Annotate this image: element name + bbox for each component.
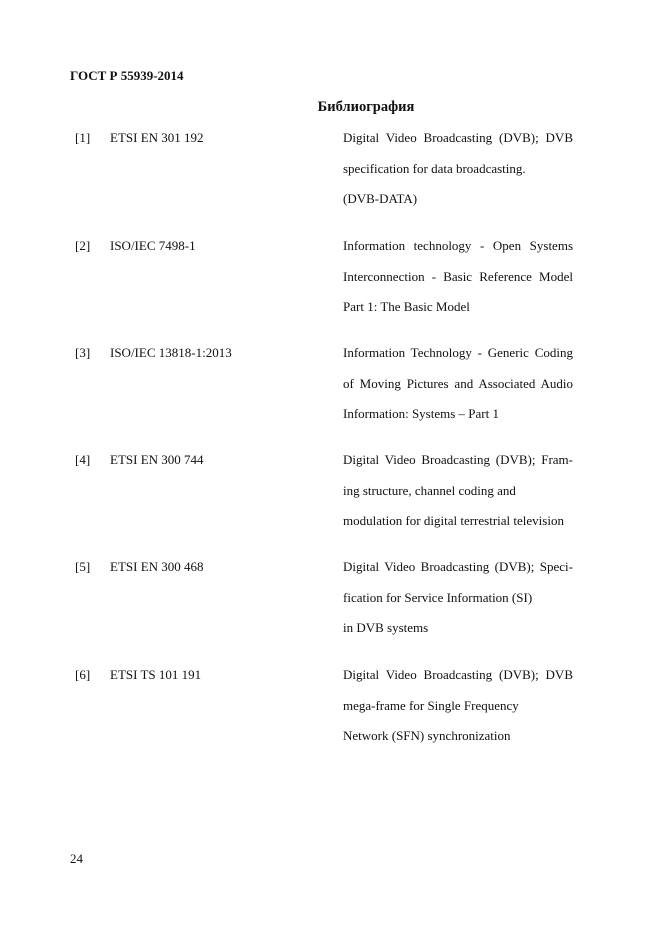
page-number: 24 — [70, 851, 83, 866]
entry-number: [6] — [75, 667, 91, 682]
entry-description-line: in DVB systems — [343, 620, 429, 635]
entry-number: [4] — [75, 452, 91, 467]
entry-description — [343, 123, 573, 215]
page-title: Библиография — [317, 99, 415, 115]
entry-description — [343, 552, 573, 644]
entry-description-line: Interconnection - Basic Reference Model — [343, 268, 573, 284]
entry-description-line: mega-frame for Single Frequency — [343, 697, 519, 713]
entry-description-line: Information: Systems – Part 1 — [343, 406, 499, 421]
entry-description-line: modulation for digital terrestrial television — [343, 513, 564, 528]
entry-code: ETSI TS 101 191 — [110, 667, 202, 682]
entry-description — [343, 660, 573, 752]
entry-code: ISO/IEC 13818-1:2013 — [110, 345, 232, 360]
entry-description-line: fication for Service Information (SI) — [343, 589, 533, 605]
entry-code: ETSI EN 300 744 — [110, 452, 204, 467]
entry-description — [343, 231, 573, 323]
entry-description-line: Information Technology - Generic Coding — [343, 345, 573, 360]
entry-description — [343, 445, 573, 537]
entry-description-line: Digital Video Broadcasting (DVB); Fram- — [343, 452, 573, 467]
entry-description-line: (DVB-DATA) — [343, 191, 418, 206]
entry-description-line: Digital Video Broadcasting (DVB); DVB — [343, 667, 573, 682]
entry-description-line: ing structure, channel coding and — [343, 482, 516, 498]
entry-description-line: Network (SFN) synchronization — [343, 728, 511, 743]
entry-description — [343, 338, 573, 430]
entry-number: [5] — [75, 559, 91, 574]
entry-description-line: of Moving Pictures and Associated Audio — [343, 375, 573, 391]
entry-number: [2] — [75, 238, 91, 253]
entry-description-line: Digital Video Broadcasting (DVB); Speci- — [343, 559, 573, 574]
entry-description-line: Digital Video Broadcasting (DVB); DVB — [343, 130, 573, 145]
entry-code: ISO/IEC 7498-1 — [110, 238, 196, 253]
entry-number: [1] — [75, 130, 91, 145]
entry-code: ETSI EN 300 468 — [110, 559, 204, 574]
entry-description-line: Part 1: The Basic Model — [343, 299, 470, 314]
entry-code: ETSI EN 301 192 — [110, 130, 204, 145]
entry-number: [3] — [75, 345, 91, 360]
entry-description-line: specification for data broadcasting. — [343, 160, 526, 176]
document-header: ГОСТ Р 55939-2014 — [70, 68, 184, 83]
entry-description-line: Information technology - Open Systems — [343, 238, 573, 253]
